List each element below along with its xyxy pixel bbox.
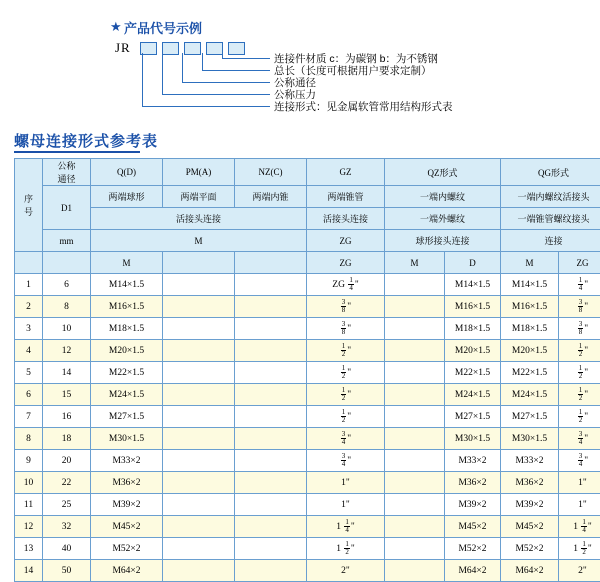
cell-seq: 10: [15, 472, 43, 494]
cell-seq: 4: [15, 340, 43, 362]
table-row: [15, 340, 600, 362]
legend-material: 连接件材质 c：为碳钢 b：为不锈钢: [274, 51, 438, 66]
header-sub-gz: 两端锥管: [307, 186, 385, 208]
cell-dn: 32: [43, 516, 91, 538]
legend-nominal-dia: 公称通径: [274, 75, 316, 90]
cell-qg-zg: $\frac{1}{2}$ ": [559, 340, 600, 362]
cell-nz-m: [235, 296, 307, 318]
cell-qg-zg: 1": [559, 472, 600, 494]
cell-pm-m: [163, 274, 235, 296]
cell-dn: 20: [43, 450, 91, 472]
cell-qz-d: M33×2: [445, 450, 501, 472]
header-type-nz: NZ(C): [235, 159, 307, 186]
cell-qz-m: [385, 516, 445, 538]
header-type-qg: QG形式: [501, 159, 600, 186]
cell-gz-zg: 1 $\frac{1}{4}$ ": [307, 516, 385, 538]
cell-qz-d: M39×2: [445, 494, 501, 516]
cell-qz-m: [385, 472, 445, 494]
cell-qg-m: M22×1.5: [501, 362, 559, 384]
legend-nominal-pres: 公称压力: [274, 87, 316, 102]
code-box-3: [184, 42, 201, 55]
cell-seq: 12: [15, 516, 43, 538]
cell-qz-d: M22×1.5: [445, 362, 501, 384]
cell-gz-zg: $\frac{3}{4}$ ": [307, 428, 385, 450]
header-ball-joint: 球形接头连接: [385, 230, 501, 252]
cell-seq: 6: [15, 384, 43, 406]
cell-gz-zg: 2": [307, 560, 385, 582]
header-col-m-qd: M: [91, 252, 163, 274]
cell-nz-m: [235, 318, 307, 340]
cell-qg-m: M45×2: [501, 516, 559, 538]
cell-pm-m: [163, 362, 235, 384]
cell-nz-m: [235, 516, 307, 538]
table-row: [15, 538, 600, 560]
cell-qg-zg: 2": [559, 560, 600, 582]
header-sub-qd: 两端球形: [91, 186, 163, 208]
table-row: [15, 384, 600, 406]
cell-pm-m: [163, 494, 235, 516]
cell-gz-zg: 1 $\frac{1}{2}$ ": [307, 538, 385, 560]
cell-nz-m: [235, 406, 307, 428]
cell-qd-m: M22×1.5: [91, 362, 163, 384]
cell-qz-m: [385, 450, 445, 472]
code-box-4: [206, 42, 223, 55]
table-row: [15, 362, 600, 384]
cell-dn: 15: [43, 384, 91, 406]
cell-qd-m: M64×2: [91, 560, 163, 582]
cell-seq: 9: [15, 450, 43, 472]
table-body: [15, 274, 600, 582]
cell-qg-zg: 1 $\frac{1}{4}$ ": [559, 516, 600, 538]
cell-qz-d: M27×1.5: [445, 406, 501, 428]
cell-qz-m: [385, 384, 445, 406]
product-code-prefix: JR: [115, 40, 131, 56]
header-col-blank-nz: [235, 252, 307, 274]
cell-qd-m: M27×1.5: [91, 406, 163, 428]
table-row: [15, 428, 600, 450]
nut-connection-table: [14, 158, 600, 582]
cell-qg-m: M20×1.5: [501, 340, 559, 362]
table-header-row-5: [15, 252, 600, 274]
leader-vline-3: [182, 53, 183, 82]
cell-dn: 6: [43, 274, 91, 296]
table-row: [15, 494, 600, 516]
cell-nz-m: [235, 494, 307, 516]
table-header-row-3: [15, 208, 600, 230]
cell-qz-d: M14×1.5: [445, 274, 501, 296]
cell-qg-zg: $\frac{3}{4}$ ": [559, 450, 600, 472]
cell-seq: 2: [15, 296, 43, 318]
cell-qg-m: M27×1.5: [501, 406, 559, 428]
cell-qd-m: M39×2: [91, 494, 163, 516]
cell-dn: 50: [43, 560, 91, 582]
cell-qz-d: M16×1.5: [445, 296, 501, 318]
table-row: [15, 450, 600, 472]
cell-qg-m: M52×2: [501, 538, 559, 560]
header-type-qz: QZ形式: [385, 159, 501, 186]
cell-qd-m: M16×1.5: [91, 296, 163, 318]
cell-dn: 12: [43, 340, 91, 362]
header-col-zg-gz: ZG: [307, 252, 385, 274]
header-type-pm: PM(A): [163, 159, 235, 186]
cell-dn: 40: [43, 538, 91, 560]
cell-qg-m: M30×1.5: [501, 428, 559, 450]
cell-qg-m: M33×2: [501, 450, 559, 472]
cell-qz-d: M24×1.5: [445, 384, 501, 406]
cell-dn: 16: [43, 406, 91, 428]
cell-seq: 3: [15, 318, 43, 340]
cell-dn: 18: [43, 428, 91, 450]
table-header-row-1: [15, 159, 600, 186]
header-col-m-qg: M: [501, 252, 559, 274]
cell-seq: 1: [15, 274, 43, 296]
cell-qg-m: M24×1.5: [501, 384, 559, 406]
cell-qd-m: M24×1.5: [91, 384, 163, 406]
cell-qz-m: [385, 274, 445, 296]
table-row: [15, 318, 600, 340]
leader-hline-2: [162, 94, 270, 95]
header-connect: 连接: [501, 230, 600, 252]
table-title: 螺母连接形式参考表: [14, 130, 158, 151]
cell-nz-m: [235, 274, 307, 296]
cell-seq: 13: [15, 538, 43, 560]
header-joint-gz: 活接头连接: [307, 208, 385, 230]
cell-pm-m: [163, 538, 235, 560]
header-joint-qz: 一端外螺纹: [385, 208, 501, 230]
cell-dn: 25: [43, 494, 91, 516]
cell-qg-m: M64×2: [501, 560, 559, 582]
header-blank-seq: [15, 252, 43, 274]
cell-qz-m: [385, 340, 445, 362]
cell-qz-d: M18×1.5: [445, 318, 501, 340]
cell-dn: 14: [43, 362, 91, 384]
header-dn-unit: mm: [43, 230, 91, 252]
cell-pm-m: [163, 516, 235, 538]
cell-pm-m: [163, 560, 235, 582]
cell-qg-zg: $\frac{3}{8}$ ": [559, 296, 600, 318]
header-thread-m: M: [91, 230, 307, 252]
cell-qg-zg: $\frac{1}{2}$ ": [559, 362, 600, 384]
cell-qd-m: M30×1.5: [91, 428, 163, 450]
cell-qg-zg: $\frac{1}{2}$ ": [559, 406, 600, 428]
table-header-row-2: [15, 186, 600, 208]
header-type-gz: GZ: [307, 159, 385, 186]
cell-gz-zg: $\frac{1}{2}$ ": [307, 362, 385, 384]
cell-qd-m: M45×2: [91, 516, 163, 538]
product-code-diagram: [0, 0, 600, 128]
cell-gz-zg: $\frac{3}{8}$ ": [307, 318, 385, 340]
leader-vline-2: [162, 53, 163, 94]
cell-gz-zg: $\frac{3}{8}$ ": [307, 296, 385, 318]
cell-qg-m: M14×1.5: [501, 274, 559, 296]
legend-connect-type: 连接形式：见金属软管常用结构形式表: [274, 99, 453, 114]
cell-qz-m: [385, 362, 445, 384]
cell-qz-d: M36×2: [445, 472, 501, 494]
cell-nz-m: [235, 362, 307, 384]
cell-dn: 8: [43, 296, 91, 318]
cell-qz-d: M64×2: [445, 560, 501, 582]
cell-nz-m: [235, 538, 307, 560]
header-joint-left: 活接头连接: [91, 208, 307, 230]
leader-vline-4: [202, 53, 203, 70]
header-type-qd: Q(D): [91, 159, 163, 186]
table-header-row-4: [15, 230, 600, 252]
title-underline: [14, 151, 140, 153]
cell-gz-zg: $\frac{1}{2}$ ": [307, 340, 385, 362]
cell-qz-d: M45×2: [445, 516, 501, 538]
leader-vline-1: [142, 53, 143, 106]
code-box-2: [162, 42, 179, 55]
cell-qz-d: M30×1.5: [445, 428, 501, 450]
code-box-5: [228, 42, 245, 55]
cell-qz-m: [385, 494, 445, 516]
header-blank-dn: [43, 252, 91, 274]
cell-qz-m: [385, 428, 445, 450]
header-dn-line2: 通径: [43, 172, 90, 185]
header-sub-pm: 两端平面: [163, 186, 235, 208]
table-row: [15, 296, 600, 318]
header-dn-line1: 公称: [43, 159, 90, 172]
cell-qg-zg: $\frac{3}{8}$ ": [559, 318, 600, 340]
cell-dn: 22: [43, 472, 91, 494]
header-seq: [15, 159, 43, 252]
cell-gz-zg: 1": [307, 472, 385, 494]
cell-nz-m: [235, 560, 307, 582]
cell-qz-m: [385, 296, 445, 318]
table-row: [15, 516, 600, 538]
star-icon: ★: [110, 20, 122, 33]
leader-hline-5: [222, 58, 270, 59]
cell-qg-zg: $\frac{3}{4}$ ": [559, 428, 600, 450]
cell-seq: 7: [15, 406, 43, 428]
cell-qz-d: M52×2: [445, 538, 501, 560]
leader-hline-3: [182, 82, 270, 83]
header-thread-zg: ZG: [307, 230, 385, 252]
header-sub-qg: 一端内螺纹活接头: [501, 186, 600, 208]
cell-nz-m: [235, 384, 307, 406]
cell-qg-m: M39×2: [501, 494, 559, 516]
header-col-zg-qg: ZG: [559, 252, 600, 274]
cell-pm-m: [163, 450, 235, 472]
header-seq-line1: 序: [15, 192, 42, 205]
cell-seq: 8: [15, 428, 43, 450]
cell-qz-d: M20×1.5: [445, 340, 501, 362]
cell-qz-m: [385, 318, 445, 340]
header-seq-line2: 号: [15, 205, 42, 218]
cell-dn: 10: [43, 318, 91, 340]
cell-nz-m: [235, 450, 307, 472]
table-row: [15, 472, 600, 494]
cell-qg-m: M16×1.5: [501, 296, 559, 318]
cell-gz-zg: $\frac{3}{4}$ ": [307, 450, 385, 472]
cell-qd-m: M52×2: [91, 538, 163, 560]
product-code-boxes: [140, 42, 245, 55]
legend-total-length: 总长（长度可根据用户要求定制）: [274, 63, 432, 78]
cell-pm-m: [163, 340, 235, 362]
cell-qg-zg: $\frac{1}{4}$ ": [559, 274, 600, 296]
header-dn-d1: D1: [43, 186, 91, 230]
cell-gz-zg: $\frac{1}{2}$ ": [307, 406, 385, 428]
cell-pm-m: [163, 428, 235, 450]
cell-qd-m: M14×1.5: [91, 274, 163, 296]
cell-qd-m: M18×1.5: [91, 318, 163, 340]
cell-pm-m: [163, 472, 235, 494]
header-col-m-qz: M: [385, 252, 445, 274]
cell-nz-m: [235, 472, 307, 494]
header-sub-nz: 两端内锥: [235, 186, 307, 208]
cell-qd-m: M20×1.5: [91, 340, 163, 362]
cell-qg-m: M18×1.5: [501, 318, 559, 340]
header-col-d-qz: D: [445, 252, 501, 274]
cell-nz-m: [235, 340, 307, 362]
cell-pm-m: [163, 384, 235, 406]
cell-qg-zg: 1": [559, 494, 600, 516]
diagram-title: 产品代号示例: [124, 18, 202, 37]
leader-hline-1: [142, 106, 270, 107]
cell-gz-zg: 1": [307, 494, 385, 516]
cell-qd-m: M36×2: [91, 472, 163, 494]
table-row: [15, 406, 600, 428]
cell-qz-m: [385, 538, 445, 560]
header-joint-qg: 一端锥管螺纹接头: [501, 208, 600, 230]
cell-qg-m: M36×2: [501, 472, 559, 494]
header-col-blank-pm: [163, 252, 235, 274]
cell-nz-m: [235, 428, 307, 450]
cell-qg-zg: $\frac{1}{2}$ ": [559, 384, 600, 406]
header-sub-qz: 一端内螺纹: [385, 186, 501, 208]
table-row: [15, 560, 600, 582]
leader-hline-4: [202, 70, 270, 71]
cell-pm-m: [163, 318, 235, 340]
cell-seq: 5: [15, 362, 43, 384]
cell-gz-zg: $\frac{1}{2}$ ": [307, 384, 385, 406]
cell-qg-zg: 1 $\frac{1}{2}$ ": [559, 538, 600, 560]
cell-qz-m: [385, 560, 445, 582]
table-row: [15, 274, 600, 296]
header-dn: [43, 159, 91, 186]
cell-qz-m: [385, 406, 445, 428]
cell-gz-zg: ZG $\frac{1}{4}$ ": [307, 274, 385, 296]
cell-qd-m: M33×2: [91, 450, 163, 472]
cell-seq: 11: [15, 494, 43, 516]
cell-seq: 14: [15, 560, 43, 582]
cell-pm-m: [163, 406, 235, 428]
cell-pm-m: [163, 296, 235, 318]
